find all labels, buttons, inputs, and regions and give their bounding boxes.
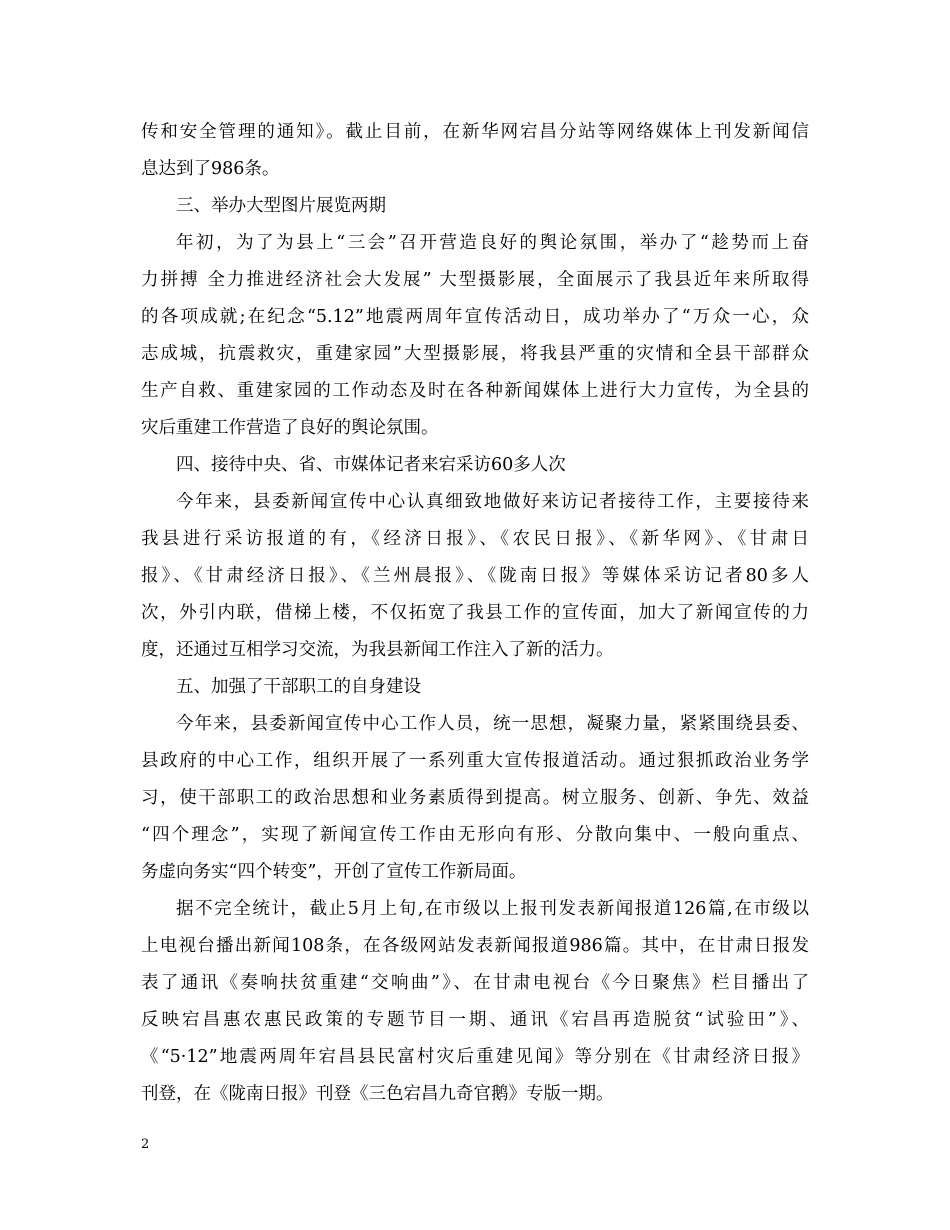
text-line: 报》、《甘肃经济日报》、《兰州晨报》、《陇南日报》等媒体采访记者80多人 bbox=[141, 566, 809, 586]
text-line: 息达到了986条。 bbox=[141, 159, 280, 179]
text-line: 上电视台播出新闻108条，在各级网站发表新闻报道986篇。其中，在甘肃日报发 bbox=[141, 936, 809, 956]
text-line: 习，使干部职工的政治思想和业务素质得到提高。树立服务、创新、争先、效益 bbox=[141, 788, 809, 808]
text-line: 县政府的中心工作，组织开展了一系列重大宣传报道活动。通过狠抓政治业务学 bbox=[141, 751, 809, 771]
text-line: “四个理念”，实现了新闻宣传工作由无形向有形、分散向集中、一般向重点、 bbox=[141, 825, 809, 845]
text-line: 力拼搏 全力推进经济社会大发展” 大型摄影展，全面展示了我县近年来所取得 bbox=[141, 270, 809, 290]
text-line: 志成城，抗震救灾，重建家园”大型摄影展，将我县严重的灾情和全县干部群众 bbox=[141, 344, 809, 364]
text-line: 务虚向务实“四个转变”，开创了宣传工作新局面。 bbox=[141, 862, 527, 882]
text-line: 我县进行采访报道的有，《经济日报》、《农民日报》、《新华网》、《甘肃日 bbox=[141, 529, 809, 549]
text-line: 据不完全统计，截止5月上旬,在市级以上报刊发表新闻报道126篇,在市级以 bbox=[176, 899, 809, 919]
body-text bbox=[141, 114, 809, 1113]
text-line: 刊登，在《陇南日报》刊登《三色宕昌九奇官鹅》专版一期。 bbox=[141, 1084, 614, 1104]
text-line: 灾后重建工作营造了良好的舆论氛围。 bbox=[141, 418, 439, 438]
text-line: 今年来，县委新闻宣传中心认真细致地做好来访记者接待工作，主要接待来 bbox=[176, 492, 809, 512]
text-line: 次，外引内联，借梯上楼，不仅拓宽了我县工作的宣传面，加大了新闻宣传的力 bbox=[141, 603, 809, 623]
text-line: 表了通讯《奏响扶贫重建“交响曲”》、在甘肃电视台《今日聚焦》栏目播出了 bbox=[141, 973, 809, 993]
section-heading: 五、加强了干部职工的自身建设 bbox=[176, 677, 421, 697]
text-line: 年初，为了为县上“三会”召开营造良好的舆论氛围，举办了“趁势而上奋 bbox=[176, 233, 809, 253]
page-number: 2 bbox=[141, 1137, 150, 1152]
text-line: 《“5·12”地震两周年宕昌县民富村灾后重建见闻》等分别在《甘肃经济日报》 bbox=[141, 1047, 809, 1067]
text-line: 今年来，县委新闻宣传中心工作人员，统一思想，凝聚力量，紧紧围绕县委、 bbox=[176, 714, 809, 734]
text-line: 传和安全管理的通知》。截止目前，在新华网宕昌分站等网络媒体上刊发新闻信 bbox=[141, 122, 809, 142]
text-line: 生产自救、重建家园的工作动态及时在各种新闻媒体上进行大力宣传，为全县的 bbox=[141, 381, 809, 401]
text-line: 反映宕昌惠农惠民政策的专题节目一期、通讯《宕昌再造脱贫“试验田”》、 bbox=[141, 1010, 809, 1030]
text-line: 的各项成就;在纪念“5.12”地震两周年宣传活动日，成功举办了“万众一心，众 bbox=[141, 307, 809, 327]
section-heading: 四、接待中央、省、市媒体记者来宕采访60多人次 bbox=[176, 455, 566, 475]
text-line: 度，还通过互相学习交流，为我县新闻工作注入了新的活力。 bbox=[141, 640, 614, 660]
section-heading: 三、举办大型图片展览两期 bbox=[176, 196, 386, 216]
